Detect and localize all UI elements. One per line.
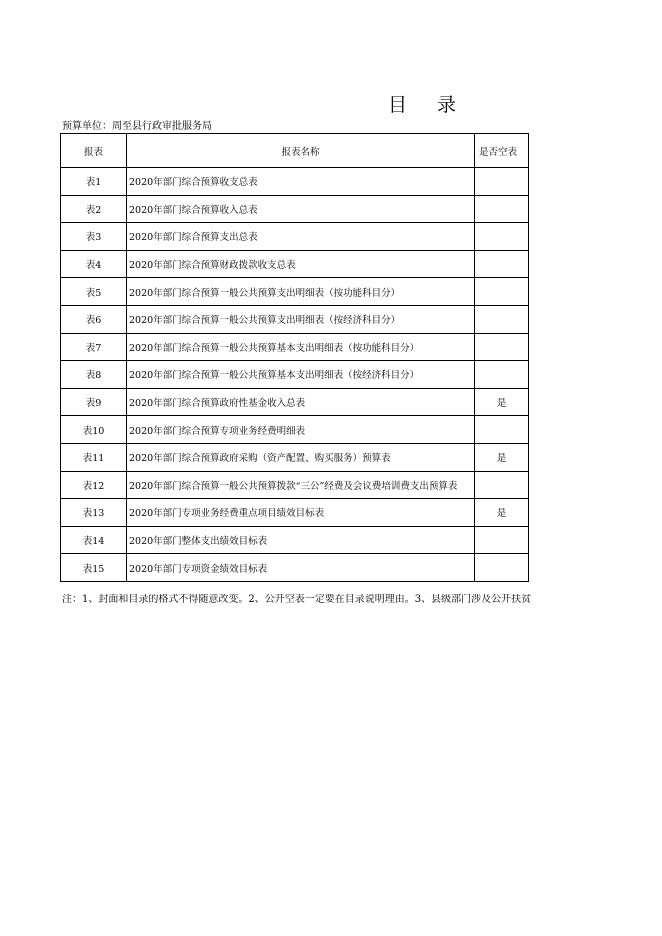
row-is-empty: 是 (475, 388, 529, 416)
row-report-name: 2020年部门整体支出绩效目标表 (127, 526, 475, 554)
table-row (61, 250, 529, 278)
row-report-id: 表1 (61, 168, 127, 196)
row-is-empty: 是 (475, 499, 529, 527)
row-report-id: 表14 (61, 526, 127, 554)
row-is-empty (475, 361, 529, 389)
table-row (61, 168, 529, 196)
table-row (61, 416, 529, 444)
row-report-id: 表13 (61, 499, 127, 527)
row-report-id: 表9 (61, 388, 127, 416)
table-row (61, 443, 529, 471)
row-report-name: 2020年部门专项业务经费重点项目绩效目标表 (127, 499, 475, 527)
row-is-empty (475, 168, 529, 196)
catalog-table (60, 133, 529, 582)
row-report-id: 表15 (61, 554, 127, 582)
row-report-name: 2020年部门综合预算一般公共预算拨款“三公”经费及会议费培训费支出预算表 (127, 471, 475, 499)
table-row (61, 195, 529, 223)
row-report-id: 表5 (61, 278, 127, 306)
header-report-name: 报表名称 (127, 134, 475, 168)
table-row (61, 554, 529, 582)
table-row (61, 388, 529, 416)
row-report-id: 表12 (61, 471, 127, 499)
row-is-empty (475, 471, 529, 499)
row-report-name: 2020年部门综合预算收支总表 (127, 168, 475, 196)
row-report-name: 2020年部门专项资金绩效目标表 (127, 554, 475, 582)
row-is-empty (475, 416, 529, 444)
row-report-id: 表7 (61, 333, 127, 361)
catalog-body (61, 168, 529, 582)
row-is-empty (475, 554, 529, 582)
row-report-id: 表11 (61, 443, 127, 471)
budget-unit-label: 预算单位：周至县行政审批服务局 (62, 121, 212, 132)
row-report-id: 表3 (61, 223, 127, 251)
table-row (61, 471, 529, 499)
table-row (61, 223, 529, 251)
row-is-empty (475, 333, 529, 361)
table-header-row (61, 134, 529, 168)
table-row (61, 361, 529, 389)
row-report-name: 2020年部门综合预算政府采购（资产配置、购买服务）预算表 (127, 443, 475, 471)
row-report-id: 表6 (61, 305, 127, 333)
row-report-name: 2020年部门综合预算支出总表 (127, 223, 475, 251)
row-report-name: 2020年部门综合预算一般公共预算支出明细表（按功能科目分） (127, 278, 475, 306)
row-is-empty (475, 526, 529, 554)
row-is-empty: 是 (475, 443, 529, 471)
row-report-id: 表10 (61, 416, 127, 444)
row-report-name: 2020年部门综合预算一般公共预算基本支出明细表（按经济科目分） (127, 361, 475, 389)
page-title: 目 录 (387, 94, 469, 116)
header-report-id: 报表 (61, 134, 127, 168)
row-report-name: 2020年部门综合预算收入总表 (127, 195, 475, 223)
row-is-empty (475, 195, 529, 223)
row-is-empty (475, 250, 529, 278)
table-row (61, 333, 529, 361)
row-report-name: 2020年部门综合预算一般公共预算基本支出明细表（按功能科目分） (127, 333, 475, 361)
table-row (61, 305, 529, 333)
row-is-empty (475, 278, 529, 306)
table-row (61, 278, 529, 306)
row-report-id: 表4 (61, 250, 127, 278)
footnote: 注：1、封面和目录的格式不得随意改变。2、公开空表一定要在目录说明理由。3、县级部门涉及公开扶贫 (62, 594, 532, 605)
row-report-name: 2020年部门综合预算一般公共预算支出明细表（按经济科目分） (127, 305, 475, 333)
row-is-empty (475, 305, 529, 333)
row-is-empty (475, 223, 529, 251)
row-report-name: 2020年部门综合预算财政拨款收支总表 (127, 250, 475, 278)
table-row (61, 499, 529, 527)
row-report-name: 2020年部门综合预算政府性基金收入总表 (127, 388, 475, 416)
row-report-id: 表8 (61, 361, 127, 389)
row-report-name: 2020年部门综合预算专项业务经费明细表 (127, 416, 475, 444)
table-row (61, 526, 529, 554)
header-is-empty: 是否空表 (475, 134, 529, 168)
row-report-id: 表2 (61, 195, 127, 223)
